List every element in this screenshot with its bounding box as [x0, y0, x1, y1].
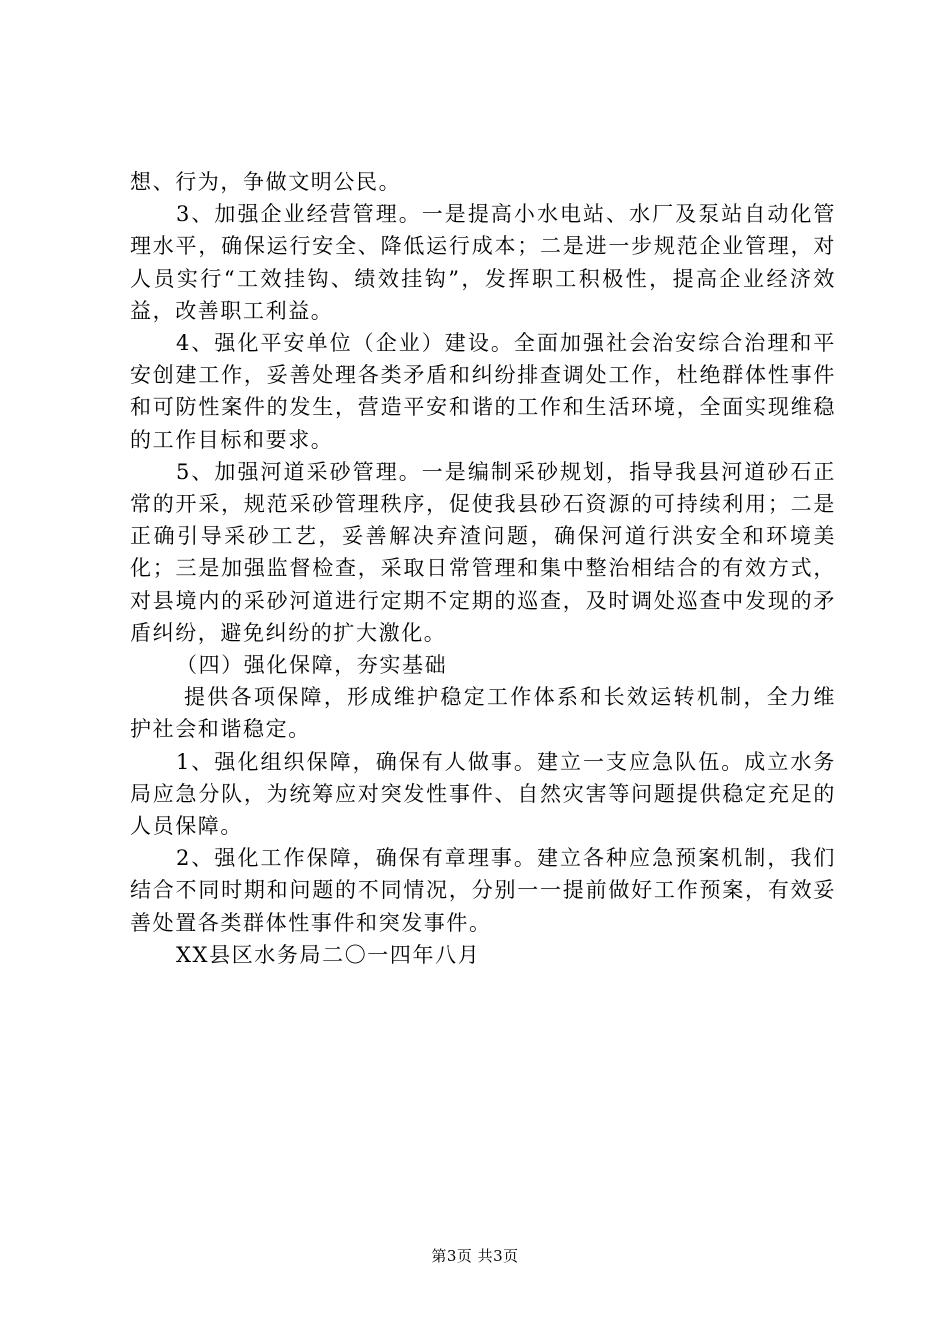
paragraph-guarantee-2: 2、强化工作保障，确保有章理事。建立各种应急预案机制，我们结合不同时期和问题的不同情况，分别一一提前做好工作预案，有效妥善处置各类群体性事件和突发事件。	[130, 846, 836, 935]
paragraph-guarantee-1: 1、强化组织保障，确保有人做事。建立一支应急队伍。成立水务局应急分队，为统筹应对突发性事件、自然灾害等问题提供稳定充足的人员保障。	[130, 749, 836, 839]
section-heading: （四）强化保障，夯实基础	[176, 653, 448, 678]
document-body	[130, 166, 836, 971]
paragraph-item-3: 3、加强企业经营管理。一是提高小水电站、水厂及泵站自动化管理水平，确保运行安全、降低运行成本；二是进一步规范企业管理，对人员实行“工效挂钩、绩效挂钩”，发挥职工积极性，提高企业经济效益，改善职工利益。	[130, 202, 836, 323]
section-intro: 提供各项保障，形成维护稳定工作体系和长效运转机制，全力维护社会和谐稳定。	[130, 685, 836, 742]
signature-line: XX县区水务局二〇一四年八月	[176, 942, 481, 967]
paragraph-continuation: 想、行为，争做文明公民。	[130, 170, 402, 194]
paragraph-item-5: 5、加强河道采砂管理。一是编制采砂规划，指导我县河道砂石正常的开采，规范采砂管理秩序，促使我县砂石资源的可持续利用；二是正确引导采砂工艺，妥善解决弃渣问题，确保河道行洪安全和环境美化；三是加强监督检查，采取日常管理和集中整治相结合的有效方式，对县境内的采砂河道进行定期不定期的巡查，及时调处巡查中发现的矛盾纠纷，避免纠纷的扩大激化。	[130, 459, 836, 645]
paragraph-item-4: 4、强化平安单位（企业）建设。全面加强社会治安综合治理和平安创建工作，妥善处理各类矛盾和纠纷排查调处工作，杜绝群体性事件和可防性案件的发生，营造平安和谐的工作和生活环境，全面实现维稳的工作目标和要求。	[130, 331, 836, 452]
page-footer: 第3页 共3页	[431, 1247, 519, 1265]
